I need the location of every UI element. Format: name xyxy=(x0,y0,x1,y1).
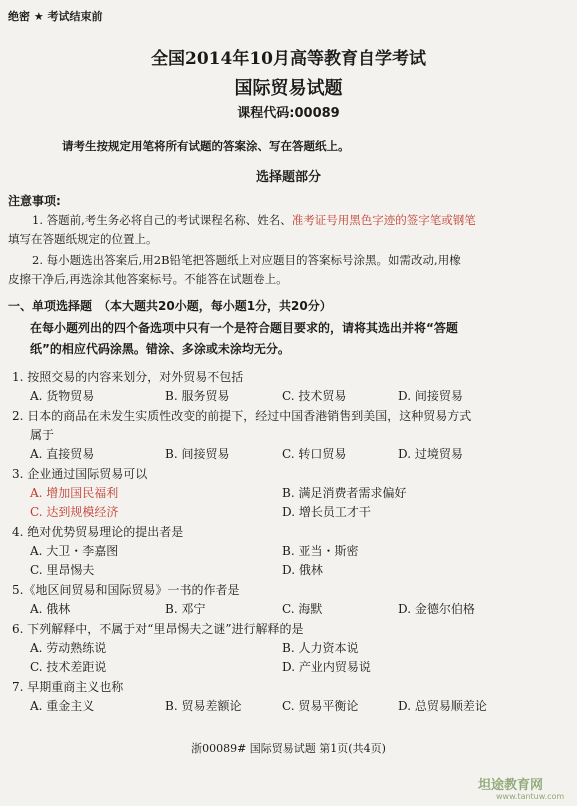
question-5-option-a: A. 俄林 xyxy=(30,602,71,616)
question-1-stem: 1. 按照交易的内容来划分，对外贸易不包括 xyxy=(12,370,244,384)
watermark-url: www.tantuw.com xyxy=(496,792,565,801)
question-2-stem-line-2: 属于 xyxy=(30,428,55,442)
confidential-mark: 绝密 ★ 考试结束前 xyxy=(8,10,103,23)
part1-heading: 一、单项选择题 （本大题共20小题，每小题1分，共20分） xyxy=(8,299,332,313)
question-6-option-d: D. 产业内贸易说 xyxy=(282,660,371,674)
question-4-stem: 4. 绝对优势贸易理论的提出者是 xyxy=(12,525,184,539)
question-2-option-c: C. 转口贸易 xyxy=(282,447,347,461)
question-4-option-a: A. 大卫・李嘉图 xyxy=(30,544,119,558)
question-1-option-c: C. 技术贸易 xyxy=(282,389,347,403)
attention-item-2-line-1: 2. 每小题选出答案后,用2B铅笔把答题纸上对应题目的答案标号涂黑。如需改动,用橡 xyxy=(32,253,461,267)
subject-title: 国际贸易试题 xyxy=(234,78,343,99)
question-7-option-d: D. 总贸易顺差论 xyxy=(398,699,487,713)
question-3-option-b: B. 满足消费者需求偏好 xyxy=(282,486,407,500)
part1-instruction-line-2: 纸”的相应代码涂黑。错涂、多涂或未涂均无分。 xyxy=(30,342,290,356)
attention-item-1-line-1 xyxy=(32,212,476,229)
attention-heading: 注意事项: xyxy=(8,194,61,208)
question-5-option-b: B. 邓宁 xyxy=(165,602,206,616)
question-3-option-a: A. 增加国民福利 xyxy=(30,486,119,500)
question-4-option-d: D. 俄林 xyxy=(282,563,323,577)
section-title: 选择题部分 xyxy=(255,170,321,185)
watermark-name: 坦途教育网 xyxy=(478,778,544,793)
question-1-option-a: A. 货物贸易 xyxy=(30,389,95,403)
question-2-option-b: B. 间接贸易 xyxy=(165,447,230,461)
question-5-option-d: D. 金德尔伯格 xyxy=(398,602,475,616)
question-3-option-c: C. 达到规模经济 xyxy=(30,505,119,519)
answer-notice: 请考生按规定用笔将所有试题的答案涂、写在答题纸上。 xyxy=(62,139,350,153)
question-7-stem: 7. 早期重商主义也称 xyxy=(12,680,124,694)
question-5-stem: 5.《地区间贸易和国际贸易》一书的作者是 xyxy=(12,583,240,597)
question-3-stem: 3. 企业通过国际贸易可以 xyxy=(12,467,148,481)
attention-item-2-line-2: 皮擦干净后,再选涂其他答案标号。不能答在试题卷上。 xyxy=(8,272,288,286)
course-code: 课程代码:00089 xyxy=(237,106,340,121)
question-6-stem: 6. 下列解释中，不属于对“里昂惕夫之谜”进行解释的是 xyxy=(12,622,304,636)
question-2-option-a: A. 直接贸易 xyxy=(30,447,95,461)
attention-item-1-line-2: 填写在答题纸规定的位置上。 xyxy=(8,232,158,246)
attention-item-1-prefix: 1. 答题前,考生务必将自己的考试课程名称、姓名、 xyxy=(32,213,292,227)
question-4-option-c: C. 里昂惕夫 xyxy=(30,563,95,577)
attention-item-1-red: 准考证号用黑色字迹的签字笔或钢笔 xyxy=(291,213,476,227)
question-6-option-b: B. 人力资本说 xyxy=(282,641,359,655)
question-2-stem: 2. 日本的商品在未发生实质性改变的前提下，经过中国香港销售到美国，这种贸易方式 xyxy=(12,409,472,423)
question-2-option-d: D. 过境贸易 xyxy=(398,447,463,461)
question-1-option-b: B. 服务贸易 xyxy=(165,389,230,403)
question-3-option-d: D. 增长员工才干 xyxy=(282,505,371,519)
question-7-option-b: B. 贸易差额论 xyxy=(165,699,242,713)
question-4-option-b: B. 亚当・斯密 xyxy=(282,544,359,558)
exam-title: 全国2014年10月高等教育自学考试 xyxy=(151,49,426,69)
question-5-option-c: C. 海默 xyxy=(282,602,323,616)
page-footer: 浙00089# 国际贸易试题 第1页(共4页) xyxy=(191,742,386,755)
part1-instruction-line-1: 在每小题列出的四个备选项中只有一个是符合题目要求的，请将其选出并将“答题 xyxy=(30,321,458,335)
question-6-option-a: A. 劳动熟练说 xyxy=(30,641,107,655)
question-1-option-d: D. 间接贸易 xyxy=(398,389,463,403)
question-6-option-c: C. 技术差距说 xyxy=(30,660,107,674)
question-7-option-a: A. 重金主义 xyxy=(30,699,95,713)
question-7-option-c: C. 贸易平衡论 xyxy=(282,699,359,713)
